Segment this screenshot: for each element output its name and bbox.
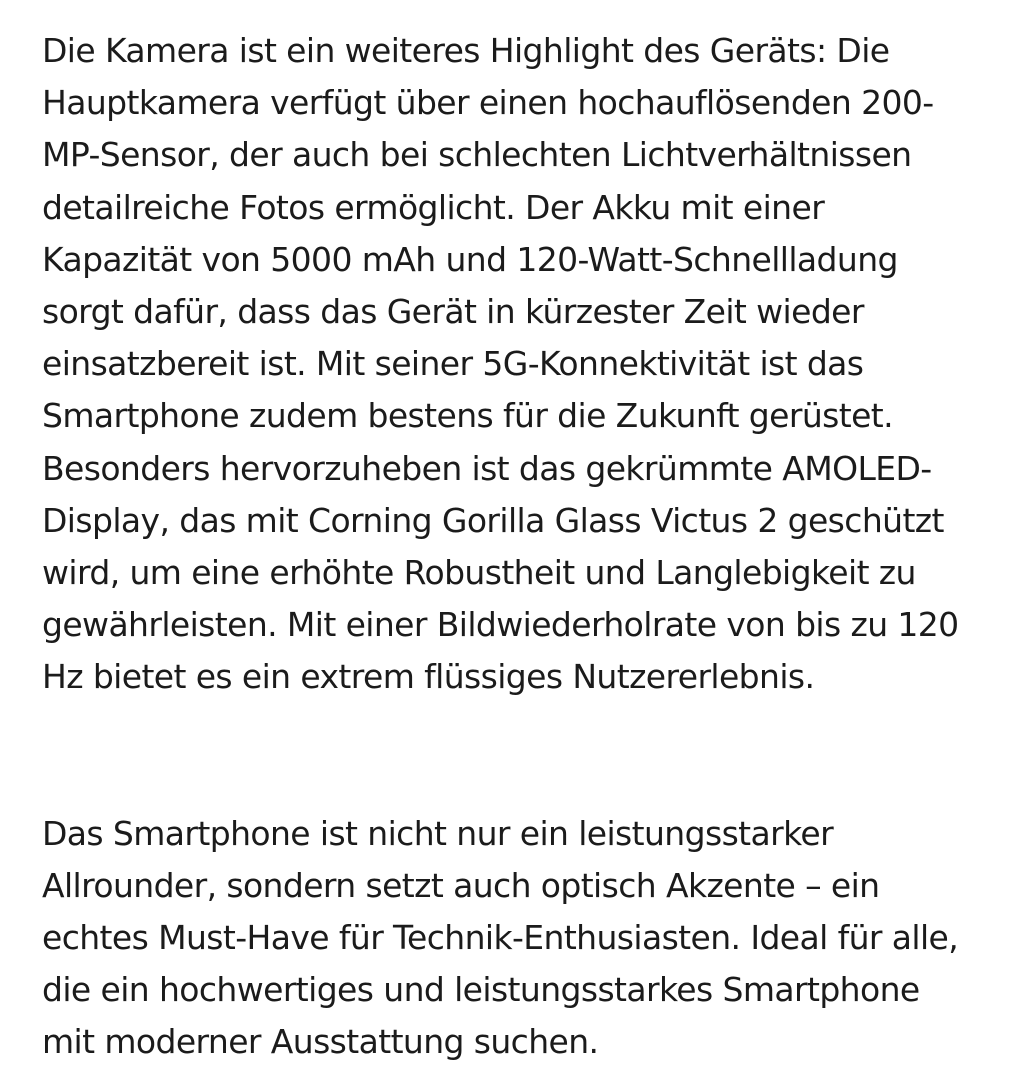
text-line: detailreiche Fotos ermöglicht. Der Akku mit einer xyxy=(42,187,825,227)
text-line: sorgt dafür, dass das Gerät in kürzester Zeit wieder xyxy=(42,292,864,332)
text-line: echtes Must-Have für Technik-Enthusiasten. Ideal für alle, xyxy=(42,918,959,958)
text-line: Das Smartphone ist nicht nur ein leistungsstarker xyxy=(42,813,834,853)
text-line: Smartphone zudem bestens für die Zukunft gerüstet. xyxy=(42,396,893,436)
text-line: Allrounder, sondern setzt auch optisch Akzente – ein xyxy=(42,865,880,905)
paragraph-summary xyxy=(42,808,1002,1069)
text-line: MP-Sensor, der auch bei schlechten Lichtverhältnissen xyxy=(42,135,912,175)
text-line: gewährleisten. Mit einer Bildwiederholrate von bis zu 120 xyxy=(42,605,959,645)
text-line: Display, das mit Corning Gorilla Glass Victus 2 geschützt xyxy=(42,500,944,540)
text-line: mit moderner Ausstattung suchen. xyxy=(42,1022,599,1062)
paragraph-camera-battery-display xyxy=(42,25,1002,704)
text-line: Die Kamera ist ein weiteres Highlight des Geräts: Die xyxy=(42,31,890,70)
text-line: wird, um eine erhöhte Robustheit und Langlebigkeit zu xyxy=(42,553,916,593)
text-line: Hauptkamera verfügt über einen hochauflösenden 200- xyxy=(42,83,934,123)
text-line: Hz bietet es ein extrem flüssiges Nutzererlebnis. xyxy=(42,657,815,697)
text-line: einsatzbereit ist. Mit seiner 5G-Konnektivität ist das xyxy=(42,344,864,384)
text-line: Besonders hervorzuheben ist das gekrümmte AMOLED- xyxy=(42,448,932,488)
article-body xyxy=(42,25,1002,1069)
text-line: die ein hochwertiges und leistungsstarkes Smartphone xyxy=(42,970,920,1010)
text-line: Kapazität von 5000 mAh und 120-Watt-Schnellladung xyxy=(42,239,898,279)
